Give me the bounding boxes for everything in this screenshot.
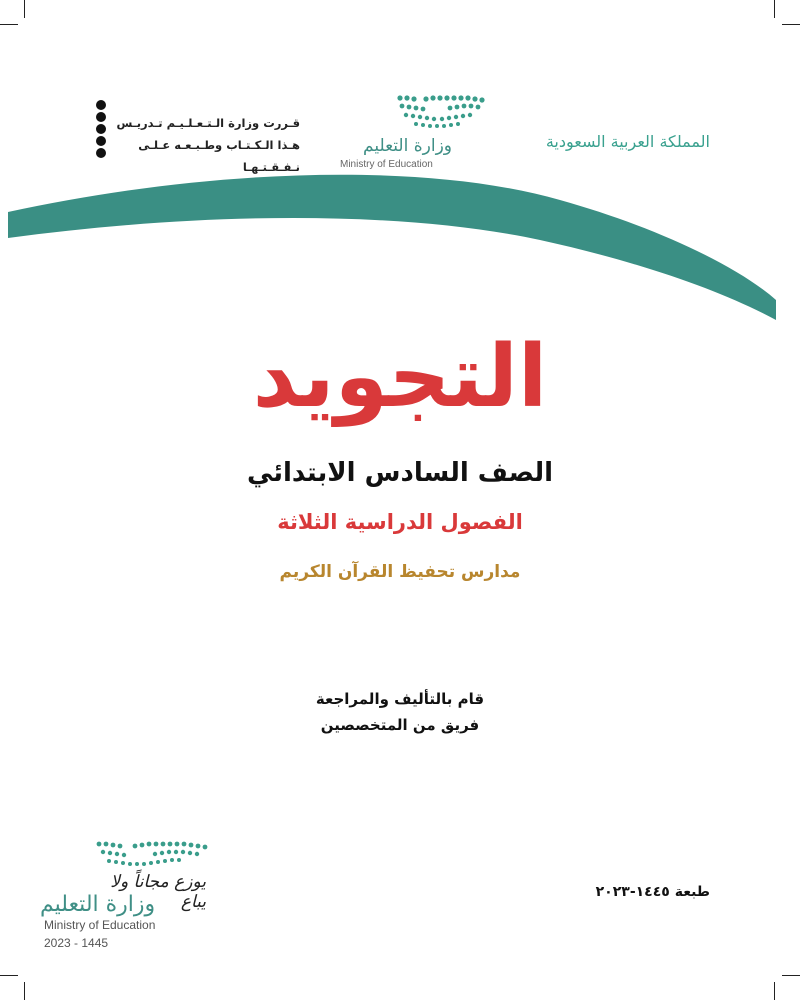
crop-mark [774, 982, 775, 1000]
kingdom-label: المملكة العربية السعودية [545, 132, 710, 151]
year-label: 2023 - 1445 [44, 936, 109, 950]
book-title: التجويد [252, 327, 548, 427]
ministry-name-ar: وزارة التعليم [363, 136, 452, 156]
semesters-label: الفصول الدراسية الثلاثة [277, 510, 523, 534]
ministry-name-en: Ministry of Education [340, 159, 433, 170]
free-distribution-stamp: يوزع مجاناً ولا يباع [110, 872, 206, 912]
crop-mark [24, 982, 25, 1000]
crop-mark [0, 975, 18, 976]
schools-label: مدارس تحفيظ القرآن الكريم [279, 562, 521, 582]
crop-mark [782, 975, 800, 976]
decree-line: قـررت وزارة الـتـعـلـيـم تـدريـس [116, 116, 300, 130]
credits-line: فريق من المتخصصين [320, 716, 480, 734]
ministry-name-en: Ministry of Education [44, 918, 156, 932]
credits [250, 686, 550, 738]
ministry-name-ar: وزارة التعليم [40, 892, 156, 917]
teal-swoosh-banner [0, 0, 800, 340]
credits-line: قام بالتأليف والمراجعة [315, 690, 485, 708]
grade-label: الصف السادس الابتدائي [246, 458, 554, 488]
decree-line: هـذا الـكـتـاب وطـبـعـه عـلـى نـفـقـتـهـا [138, 138, 300, 174]
edition-label: طبعة ١٤٤٥-٢٠٢٣ [595, 884, 710, 900]
